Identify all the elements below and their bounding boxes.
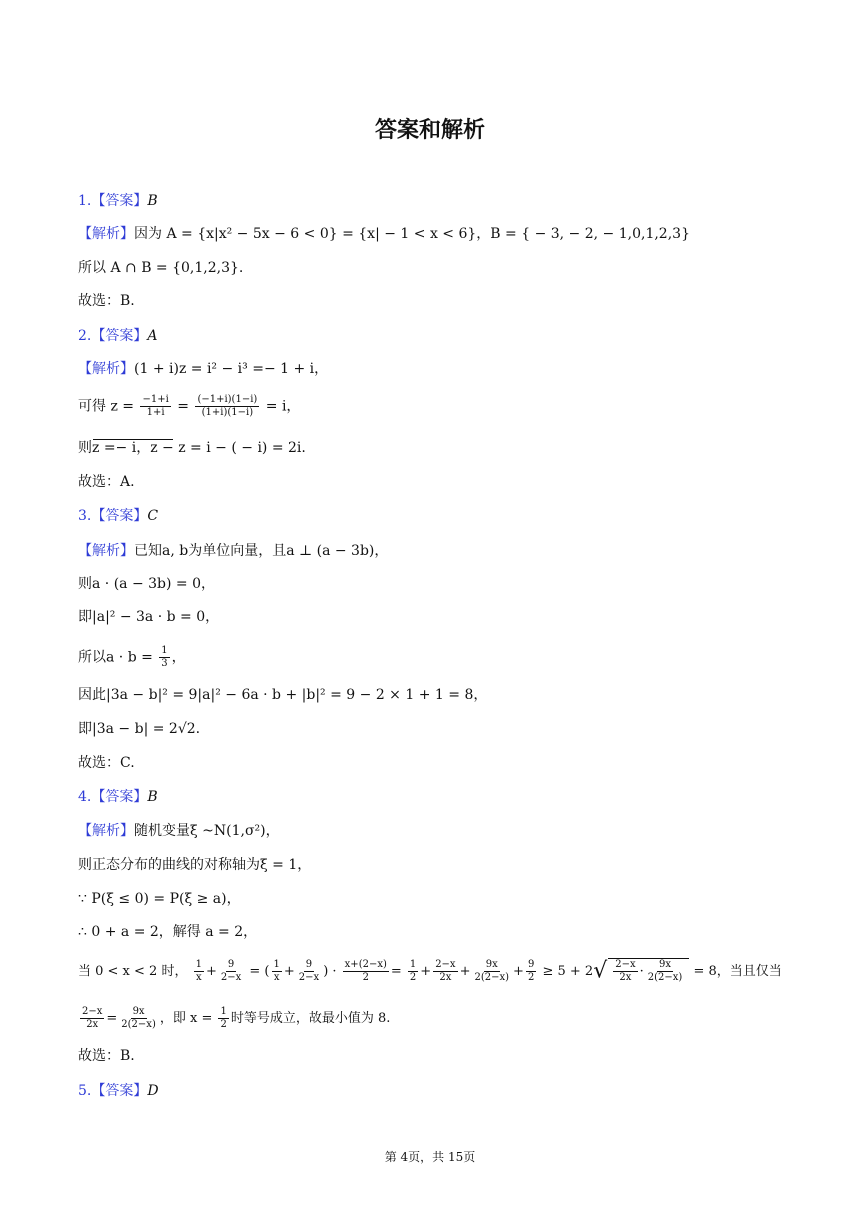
text: 当 0 < x < 2 时， (78, 964, 188, 979)
analysis-line (78, 359, 790, 379)
answer-value: B (147, 789, 158, 805)
page-footer: 第 4页，共 15页 (384, 1150, 476, 1164)
text: 则 (78, 440, 92, 456)
numerator: 9x (132, 1006, 145, 1017)
numerator: 2−x (82, 1006, 103, 1017)
analysis-text: 随机变量ξ ~N(1,σ²)， (134, 823, 280, 839)
text-line: 故选：B. (78, 1048, 135, 1064)
text: 所以a · b = (78, 649, 153, 666)
text: ，即 x = (159, 1011, 213, 1026)
analysis-tag: 【解析】 (78, 226, 134, 242)
fraction (646, 959, 685, 984)
analysis-text: 已知a, b为单位向量，且a ⊥ (a − 3b)， (134, 543, 389, 559)
fraction (297, 959, 321, 984)
text: = i， (265, 398, 301, 415)
fraction (219, 959, 243, 984)
text-line: 因此|3a − b|² = 9|a|² − 6a · b + |b|² = 9 − 2 × 1 + 1 = 8， (78, 687, 488, 703)
page-title: 答案和解析 (374, 118, 485, 143)
numerator: 9 (527, 959, 535, 970)
analysis-text: 因为 A = {x|x² − 5x − 6 < 0} = {x| − 1 < x < 6}，B = { − 3, − 2, − 1,0,1,2,3} (134, 226, 690, 242)
numerator: 1 (273, 959, 280, 970)
formula-line: 可得 z = $\frac{-1+i}{1+i}$ = $\frac{(-1+i)(1-i)}{(1+i)(1-i)}$ = i， (78, 394, 301, 418)
denominator: 2(2−x) (121, 1019, 156, 1030)
numerator: 2−x (435, 959, 456, 970)
analysis-tag: 【解析】 (78, 543, 134, 559)
denominator: 2−x (298, 972, 320, 983)
text-line (78, 438, 790, 458)
numerator: 1 (409, 959, 417, 970)
numerator: 1 (195, 959, 202, 970)
text-line: 故选：C. (78, 755, 135, 771)
answer-line-1 (78, 191, 790, 211)
text-line: 故选：A. (78, 474, 135, 490)
analysis-text: (1 + i)z = i² − i³ =− 1 + i， (134, 361, 329, 377)
text-line: ∵ P(ξ ≤ 0) = P(ξ ≥ a)， (78, 891, 241, 907)
fraction (194, 959, 204, 984)
answer-line-5 (78, 1081, 790, 1101)
text: z = i − ( − i) = 2i. (178, 440, 306, 456)
text-line: 即|a|² − 3a · b = 0， (78, 609, 220, 625)
fraction (433, 959, 457, 984)
denominator: 2x (439, 972, 452, 983)
analysis-line (78, 224, 790, 244)
answer-value: A (147, 328, 158, 344)
answer-line-4 (78, 787, 790, 807)
denominator: 2 (220, 1019, 227, 1030)
fraction (140, 394, 170, 419)
answer-value: B (147, 193, 158, 209)
answer-head: 3.【答案】 (78, 508, 148, 524)
text: = 8，当且仅当 (693, 964, 782, 979)
conjugate-text (92, 438, 174, 458)
denominator: 2 (409, 972, 417, 983)
fraction (272, 959, 282, 984)
text-line: 故选：B. (78, 293, 135, 309)
text: ) · (323, 964, 337, 979)
numerator: (−1+i)(1−i) (197, 394, 258, 405)
denominator: 2−x (220, 972, 242, 983)
text-line: 则正态分布的曲线的对称轴为ξ = 1， (78, 857, 312, 873)
analysis-line (78, 821, 790, 841)
sqrt-radicand: $\frac{2-x}{2x}$ · $\frac{9x}{2(2-x)}$ (608, 958, 689, 984)
denominator: x (195, 972, 202, 983)
text-line: 则a · (a − 3b) = 0， (78, 576, 216, 592)
denominator: 2(2−x) (474, 972, 510, 983)
text: ， (171, 649, 186, 666)
formula-line: 当 0 < x < 2 时， $\frac{1}{x}$ + $\frac{9}{2-x}$ = ( $\frac{1}{x}$ + $\frac{9}{2-x}$ ) · $\frac{x+(2-x)}{2}$ = $\frac{1}{2}$ + $\frac{2-x}{2x}$ + $\frac{9x}{2(2-x)}$ + $\frac{9}{2}$ ≥ 5 + 2√ $\frac{2-x}{2x}$ · $\frac{9x}{2(2-x)}$ = 8，当且仅当 (78, 958, 782, 984)
denominator: x (273, 972, 280, 983)
text: ≥ 5 + 2 (542, 964, 594, 979)
text: = ( (249, 964, 270, 979)
answer-value: D (147, 1083, 159, 1099)
numerator: 1 (220, 1006, 227, 1017)
denominator: 1+i (146, 407, 165, 418)
denominator: 2 (362, 972, 369, 983)
text-line: 所以 A ∩ B = {0,1,2,3}. (78, 260, 244, 276)
fraction (613, 959, 637, 984)
answer-line-3 (78, 506, 790, 526)
fraction (526, 959, 536, 984)
analysis-tag: 【解析】 (78, 823, 134, 839)
fraction (472, 959, 511, 984)
text: z =− i，z − (92, 440, 174, 456)
text-line: 即|3a − b| = 2√2. (78, 721, 201, 737)
text: 时等号成立，故最小值为 8. (230, 1011, 391, 1026)
analysis-line (78, 541, 790, 561)
formula-line: $\frac{2-x}{2x}$ = $\frac{9x}{2(2-x)}$ ，即 x = $\frac{1}{2}$ 时等号成立，故最小值为 8. (82, 1006, 391, 1030)
sqrt-sign: √ (593, 958, 608, 984)
numerator: −1+i (142, 394, 169, 405)
formula-line (78, 645, 790, 670)
denominator: 2x (619, 972, 632, 983)
answer-value: C (147, 508, 159, 524)
denominator: 2(2−x) (647, 972, 683, 983)
numerator: x+(2−x) (344, 959, 387, 970)
denominator: (1+i)(1−i) (201, 407, 254, 418)
numerator: 9 (227, 959, 235, 970)
answer-head: 4.【答案】 (78, 789, 148, 805)
denominator: 2x (86, 1019, 99, 1030)
fraction (343, 959, 389, 984)
fraction (159, 645, 169, 670)
answer-head: 2.【答案】 (78, 328, 148, 344)
answer-line-2 (78, 326, 790, 346)
numerator: 9 (305, 959, 313, 970)
denominator: 3 (161, 658, 168, 669)
fraction (80, 1006, 104, 1031)
answer-head: 1.【答案】 (78, 193, 148, 209)
numerator: 2−x (615, 959, 636, 970)
text-line: ∴ 0 + a = 2，解得 a = 2， (78, 924, 258, 940)
numerator: 9x (485, 959, 498, 970)
fraction (408, 959, 418, 984)
text: 可得 z = (78, 398, 135, 415)
numerator: 1 (161, 645, 168, 656)
fraction (195, 394, 259, 419)
numerator: 9x (659, 959, 672, 970)
analysis-tag: 【解析】 (78, 361, 134, 377)
fraction (218, 1006, 228, 1031)
denominator: 2 (527, 972, 535, 983)
fraction (119, 1006, 158, 1031)
answer-head: 5.【答案】 (78, 1083, 148, 1099)
